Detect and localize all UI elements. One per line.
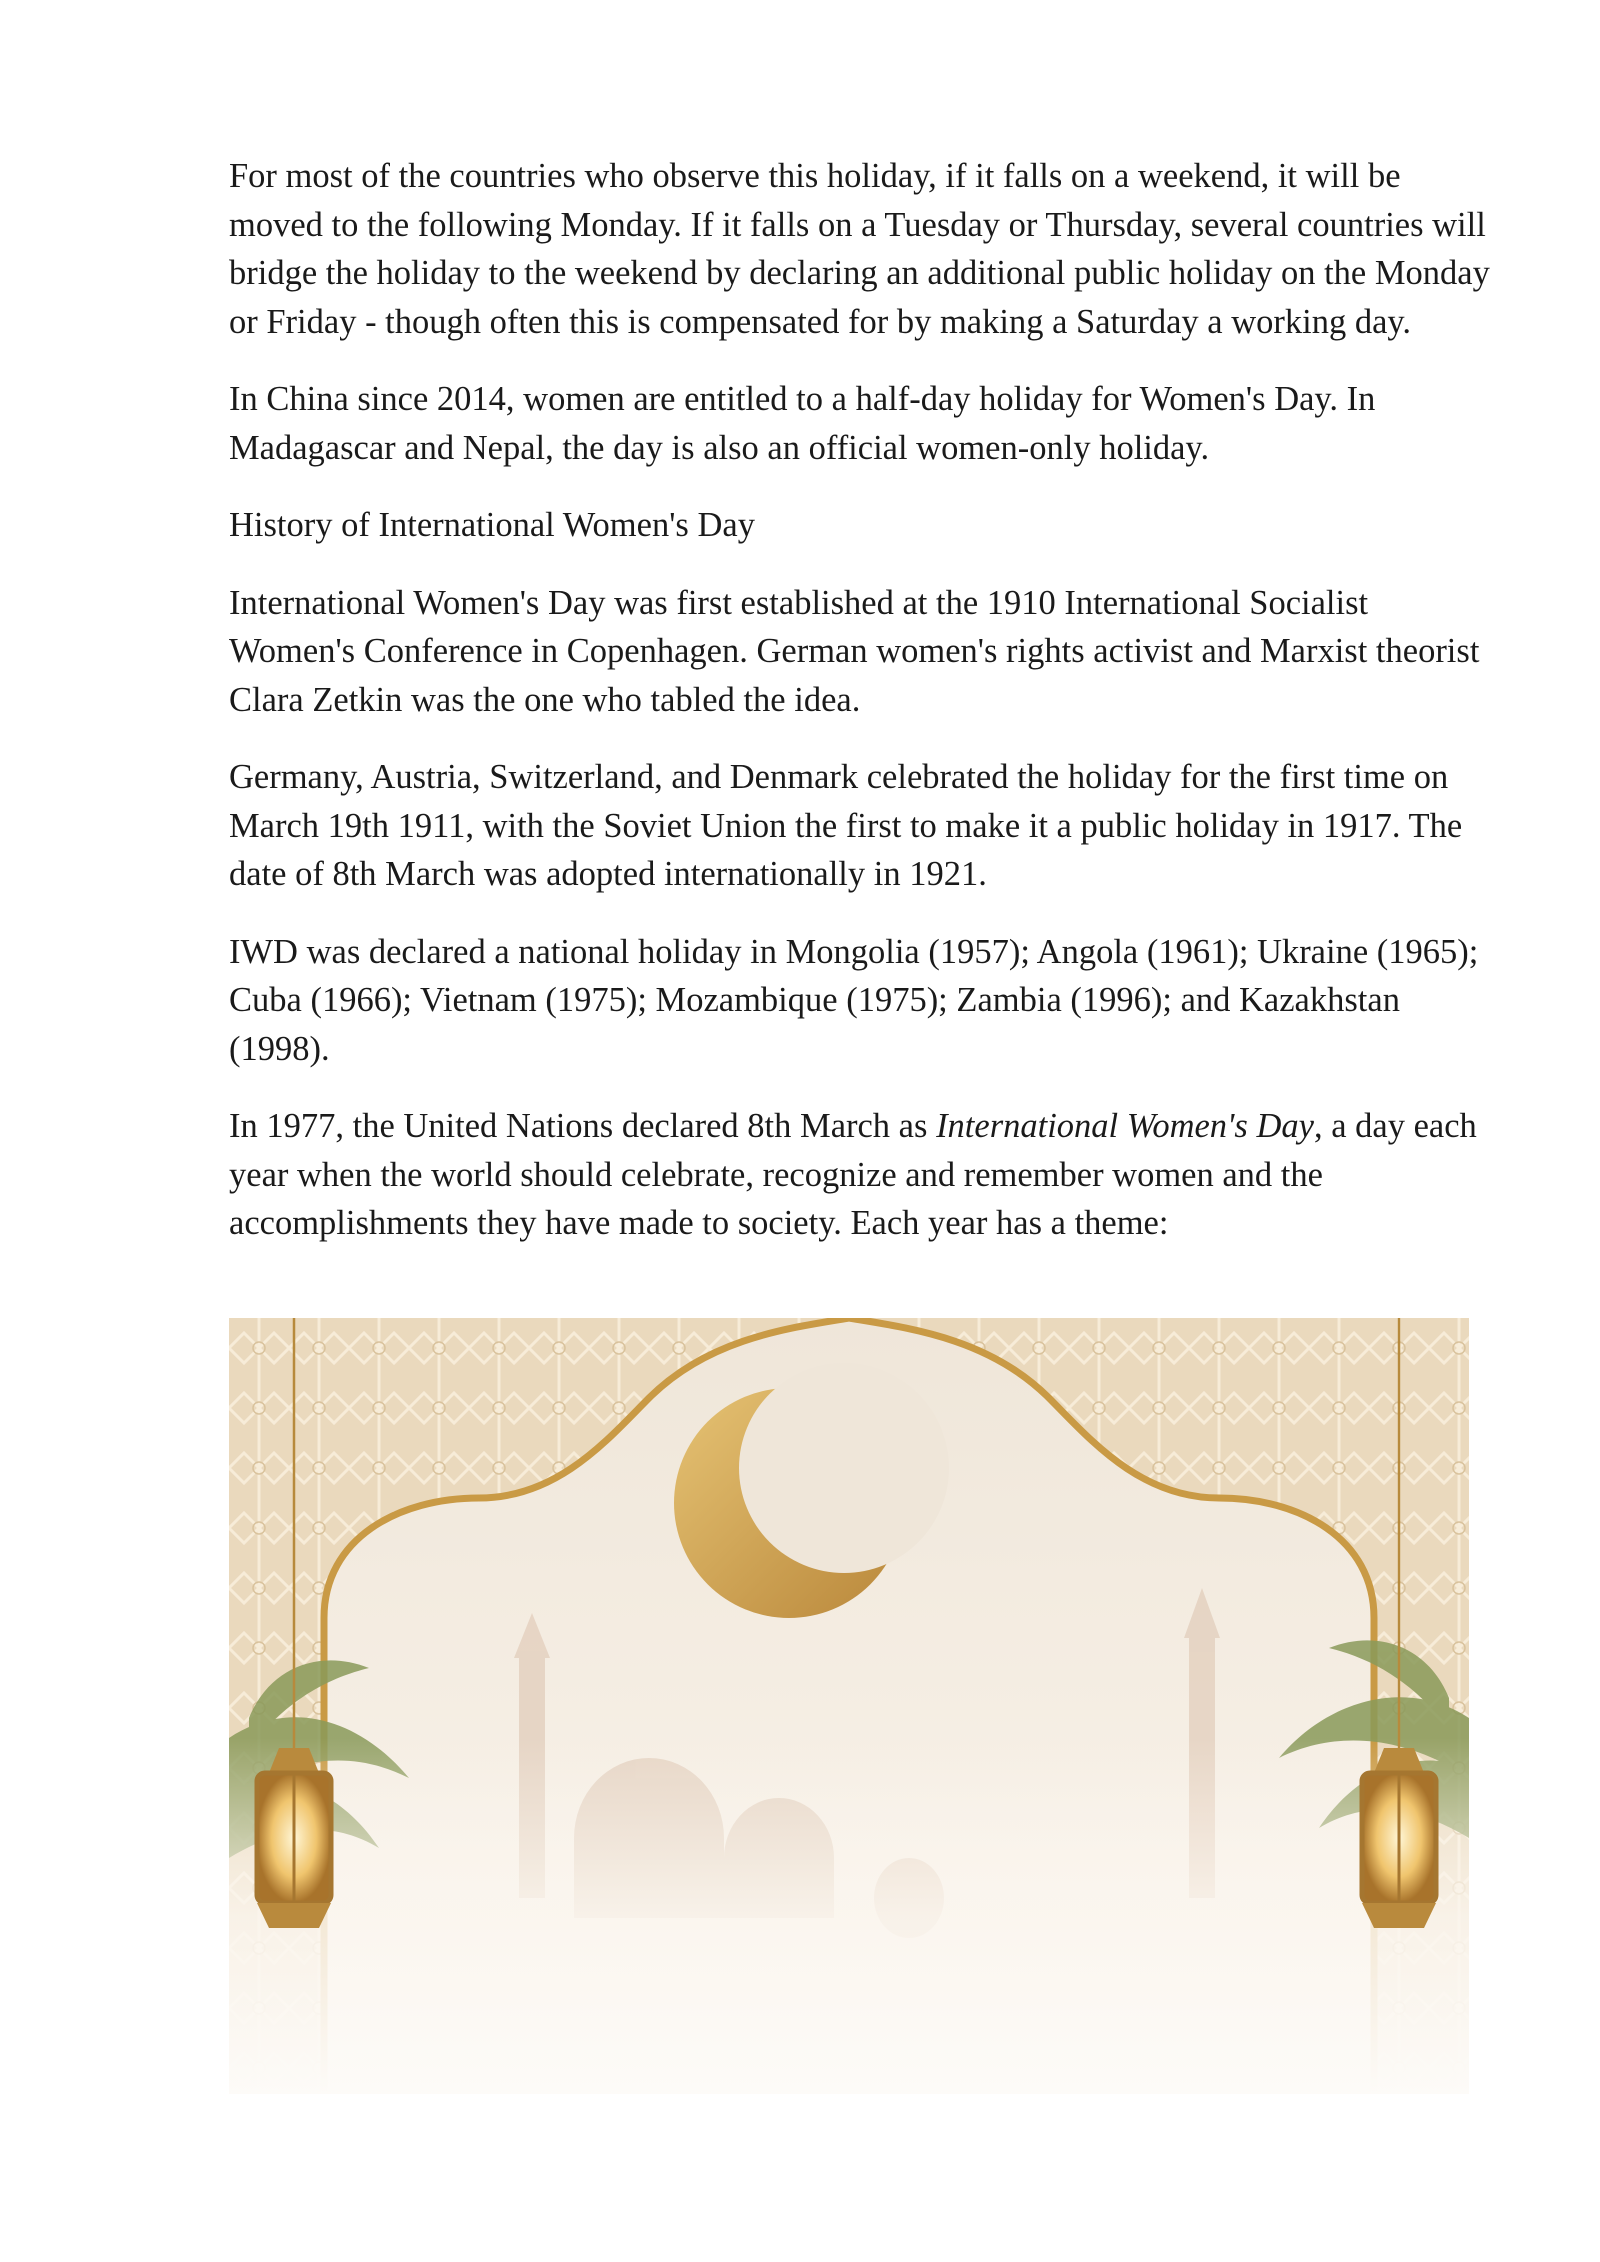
paragraph-china-madagascar-nepal: In China since 2014, women are entitled to a half-day holiday for Women's Day. In Madagascar and Nepal, the day is also an official women-only holiday. xyxy=(229,380,1376,467)
paragraph-weekend-rules: For most of the countries who observe this holiday, if it falls on a weekend, it will be moved to the following Monday. If it falls on a Tuesday or Thursday, several countries will bridge the holiday to the weekend by declaring an additional public holiday on the Monday or Friday - though often this is compensated for by making a Saturday a working day. xyxy=(229,157,1490,341)
ramadan-illustration xyxy=(229,1318,1469,2094)
un-text-before: In 1977, the United Nations declared 8th March as xyxy=(229,1107,937,1145)
un-text-italic: International Women's Day xyxy=(936,1107,1314,1145)
paragraph-establishment: International Women's Day was first established at the 1910 International Socialist Women's Conference in Copenhagen. German women's rights activist and Marxist theorist Clara Zetkin was the one who tabled the idea. xyxy=(229,583,1480,719)
section-heading-history: History of International Women's Day xyxy=(229,506,755,544)
mist-overlay xyxy=(229,1738,1469,2094)
paragraph-first-celebrations: Germany, Austria, Switzerland, and Denmark celebrated the holiday for the first time on March 19th 1911, with the Soviet Union the first to make it a public holiday in 1917. The date of 8th March was adopted internationally in 1921. xyxy=(229,758,1463,893)
document-body xyxy=(229,152,1499,1277)
un-text-after: , a day each year when the world should celebrate, recognize and remember women and the accomplishments they have made to society. Each year has a theme: xyxy=(229,1107,1477,1242)
paragraph-united-nations xyxy=(229,1102,1499,1248)
paragraph-national-holidays: IWD was declared a national holiday in Mongolia (1957); Angola (1961); Ukraine (1965); Cuba (1966); Vietnam (1975); Mozambique (1975); Zambia (1996); and Kazakhstan (1998). xyxy=(229,932,1479,1068)
illustration-svg xyxy=(229,1318,1469,2094)
